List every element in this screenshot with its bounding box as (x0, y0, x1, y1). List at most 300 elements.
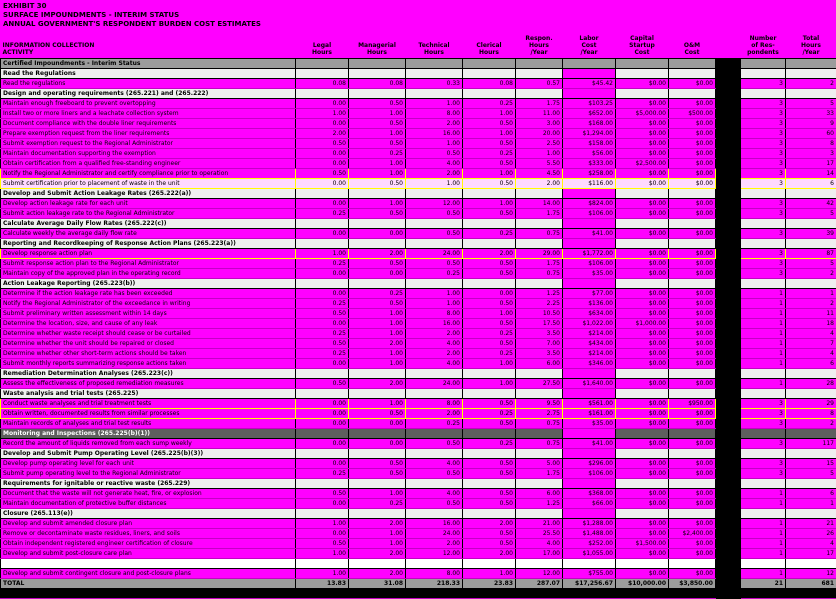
value-cell[interactable]: $0.00 (616, 549, 669, 559)
value-cell[interactable]: 1.00 (406, 299, 463, 309)
value-cell[interactable]: $0.00 (616, 259, 669, 269)
value-cell[interactable]: 0.50 (349, 299, 406, 309)
activity-label[interactable]: Assess the effectiveness of proposed remediation measures (1, 379, 296, 389)
value-cell[interactable]: 0.50 (463, 399, 516, 409)
value-cell[interactable]: 12.00 (406, 199, 463, 209)
value-cell[interactable]: 5 (786, 99, 836, 109)
value-cell[interactable]: 0.00 (349, 229, 406, 239)
value-cell[interactable]: 1.00 (349, 349, 406, 359)
value-cell[interactable]: $0.00 (669, 249, 716, 259)
value-cell[interactable]: 20.00 (516, 129, 563, 139)
value-cell[interactable]: $0.00 (616, 209, 669, 219)
activity-label[interactable]: Record the amount of liquids removed from each sump weekly (1, 439, 296, 449)
value-cell[interactable]: 0.00 (349, 439, 406, 449)
value-cell[interactable]: $0.00 (616, 439, 669, 449)
value-cell[interactable]: 3 (741, 259, 786, 269)
value-cell[interactable]: 17 (786, 159, 836, 169)
value-cell[interactable]: 2.50 (516, 139, 563, 149)
value-cell[interactable]: 0.50 (296, 139, 349, 149)
value-cell[interactable]: $106.00 (563, 259, 616, 269)
value-cell[interactable]: 5.50 (516, 159, 563, 169)
value-cell[interactable]: 0.00 (296, 439, 349, 449)
value-cell[interactable]: 4.00 (406, 339, 463, 349)
value-cell[interactable]: 9.50 (516, 399, 563, 409)
value-cell[interactable]: 0.25 (406, 269, 463, 279)
value-cell[interactable]: 4.00 (406, 359, 463, 369)
value-cell[interactable]: 0.50 (463, 339, 516, 349)
value-cell[interactable]: $0.00 (616, 289, 669, 299)
activity-label[interactable]: Notify the Regional Administrator of the exceedance in writing (1, 299, 296, 309)
activity-label[interactable]: Submit monthly reports summarizing response actions taken (1, 359, 296, 369)
value-cell[interactable]: 2.00 (406, 349, 463, 359)
value-cell[interactable]: 0.50 (463, 419, 516, 429)
value-cell[interactable]: 1.00 (406, 139, 463, 149)
value-cell[interactable]: $0.00 (616, 349, 669, 359)
value-cell[interactable]: $0.00 (669, 519, 716, 529)
value-cell[interactable]: 1.00 (516, 149, 563, 159)
value-cell[interactable]: $561.00 (563, 399, 616, 409)
value-cell[interactable]: $333.00 (563, 159, 616, 169)
value-cell[interactable]: 0.25 (296, 259, 349, 269)
value-cell[interactable]: 0.00 (296, 359, 349, 369)
value-cell[interactable]: $1,294.00 (563, 129, 616, 139)
value-cell[interactable]: 11 (786, 309, 836, 319)
value-cell[interactable]: $434.00 (563, 339, 616, 349)
value-cell[interactable]: 3 (741, 199, 786, 209)
value-cell[interactable]: $0.00 (669, 409, 716, 419)
value-cell[interactable]: 1 (786, 499, 836, 509)
activity-label[interactable]: Calculate weekly the average daily flow rate (1, 229, 296, 239)
value-cell[interactable]: 0.50 (463, 179, 516, 189)
value-cell[interactable]: $1,488.00 (563, 529, 616, 539)
value-cell[interactable]: 18 (786, 319, 836, 329)
value-cell[interactable]: 0.75 (516, 229, 563, 239)
value-cell[interactable]: 0.00 (296, 269, 349, 279)
value-cell[interactable]: 0.25 (349, 289, 406, 299)
value-cell[interactable]: $0.00 (616, 379, 669, 389)
value-cell[interactable]: 1.00 (349, 199, 406, 209)
value-cell[interactable]: 29.00 (516, 249, 563, 259)
value-cell[interactable]: 12.00 (516, 569, 563, 579)
value-cell[interactable]: 5 (786, 469, 836, 479)
value-cell[interactable]: 0.25 (296, 299, 349, 309)
value-cell[interactable]: 3 (741, 249, 786, 259)
value-cell[interactable]: 0.50 (463, 539, 516, 549)
value-cell[interactable]: $136.00 (563, 299, 616, 309)
value-cell[interactable]: $45.42 (563, 79, 616, 89)
value-cell[interactable]: 2.00 (406, 329, 463, 339)
value-cell[interactable]: 681 (786, 579, 836, 589)
value-cell[interactable]: $2,500.00 (616, 159, 669, 169)
value-cell[interactable]: $0.00 (616, 529, 669, 539)
value-cell[interactable]: 0.00 (296, 419, 349, 429)
value-cell[interactable]: $0.00 (616, 469, 669, 479)
activity-label[interactable]: Develop pump operating level for each unit (1, 459, 296, 469)
value-cell[interactable]: 0.00 (349, 419, 406, 429)
value-cell[interactable]: $0.00 (616, 519, 669, 529)
value-cell[interactable]: 0.50 (349, 259, 406, 269)
value-cell[interactable]: 2.00 (296, 129, 349, 139)
value-cell[interactable]: $106.00 (563, 469, 616, 479)
value-cell[interactable]: $0.00 (616, 139, 669, 149)
value-cell[interactable]: $0.00 (669, 339, 716, 349)
value-cell[interactable]: 0.00 (296, 409, 349, 419)
value-cell[interactable]: 2.25 (516, 299, 563, 309)
activity-label[interactable]: Maintain enough freeboard to prevent overtopping (1, 99, 296, 109)
value-cell[interactable]: $824.00 (563, 199, 616, 209)
value-cell[interactable]: 4 (786, 329, 836, 339)
value-cell[interactable]: 3 (741, 99, 786, 109)
value-cell[interactable]: 87 (786, 249, 836, 259)
value-cell[interactable]: 1.00 (406, 179, 463, 189)
value-cell[interactable]: 1 (741, 519, 786, 529)
value-cell[interactable]: $0.00 (669, 349, 716, 359)
value-cell[interactable]: 28 (786, 379, 836, 389)
activity-label[interactable]: Develop and submit contingent closure and post-closure plans (1, 569, 296, 579)
value-cell[interactable]: $0.00 (669, 379, 716, 389)
value-cell[interactable]: $0.00 (616, 269, 669, 279)
activity-label[interactable]: Obtain independent registered engineer certification of closure (1, 539, 296, 549)
value-cell[interactable]: 0.50 (406, 499, 463, 509)
value-cell[interactable]: 1.00 (349, 169, 406, 179)
value-cell[interactable]: $0.00 (669, 179, 716, 189)
value-cell[interactable]: 3 (741, 159, 786, 169)
value-cell[interactable]: 3 (741, 439, 786, 449)
value-cell[interactable]: 6 (786, 359, 836, 369)
value-cell[interactable]: 0.00 (296, 99, 349, 109)
activity-label[interactable]: Notify the Regional Administrator and certify compliance prior to operation (1, 169, 296, 179)
value-cell[interactable]: $0.00 (616, 79, 669, 89)
activity-label[interactable]: Maintain copy of the approved plan in the operating record (1, 269, 296, 279)
value-cell[interactable]: 0.25 (349, 499, 406, 509)
value-cell[interactable]: 1.00 (463, 359, 516, 369)
value-cell[interactable]: $0.00 (669, 149, 716, 159)
value-cell[interactable]: $0.00 (669, 329, 716, 339)
value-cell[interactable]: 0.25 (463, 329, 516, 339)
value-cell[interactable]: 8.00 (406, 569, 463, 579)
value-cell[interactable]: 0.25 (296, 469, 349, 479)
value-cell[interactable]: $296.00 (563, 459, 616, 469)
value-cell[interactable]: $17,256.67 (563, 579, 616, 589)
value-cell[interactable]: 0.50 (463, 459, 516, 469)
activity-label[interactable]: Develop action leakage rate for each unit (1, 199, 296, 209)
value-cell[interactable]: $3,850.00 (669, 579, 716, 589)
value-cell[interactable]: 0.50 (349, 119, 406, 129)
value-cell[interactable]: 31.08 (349, 579, 406, 589)
value-cell[interactable]: 4.00 (406, 159, 463, 169)
value-cell[interactable]: 2.00 (349, 519, 406, 529)
value-cell[interactable]: 1.75 (516, 259, 563, 269)
value-cell[interactable]: $103.25 (563, 99, 616, 109)
value-cell[interactable]: 1.00 (463, 569, 516, 579)
value-cell[interactable]: $346.00 (563, 359, 616, 369)
value-cell[interactable]: 1.75 (516, 469, 563, 479)
value-cell[interactable]: 1.00 (349, 489, 406, 499)
value-cell[interactable]: 0.00 (296, 199, 349, 209)
value-cell[interactable]: 0.50 (463, 489, 516, 499)
activity-label[interactable]: Document compliance with the double liner requirements (1, 119, 296, 129)
value-cell[interactable]: 0.50 (296, 309, 349, 319)
value-cell[interactable]: 1.00 (463, 199, 516, 209)
value-cell[interactable]: 0.50 (406, 439, 463, 449)
activity-label[interactable]: Determine whether the unit should be repaired or closed (1, 339, 296, 349)
activity-label[interactable]: Obtain certification from a qualified free-standing engineer (1, 159, 296, 169)
value-cell[interactable]: 0.25 (463, 439, 516, 449)
value-cell[interactable]: 2.00 (516, 179, 563, 189)
value-cell[interactable]: $368.00 (563, 489, 616, 499)
value-cell[interactable]: 0.25 (463, 409, 516, 419)
value-cell[interactable]: $0.00 (669, 309, 716, 319)
value-cell[interactable]: $0.00 (669, 79, 716, 89)
value-cell[interactable]: 5 (786, 259, 836, 269)
value-cell[interactable]: $116.00 (563, 179, 616, 189)
value-cell[interactable]: 3 (741, 179, 786, 189)
value-cell[interactable]: 2.00 (349, 249, 406, 259)
value-cell[interactable]: $1,288.00 (563, 519, 616, 529)
value-cell[interactable]: 1.00 (296, 549, 349, 559)
value-cell[interactable]: 1.00 (349, 399, 406, 409)
value-cell[interactable]: 0.50 (406, 229, 463, 239)
value-cell[interactable]: 21.00 (516, 519, 563, 529)
value-cell[interactable]: 0.75 (516, 439, 563, 449)
value-cell[interactable]: 2.00 (406, 409, 463, 419)
value-cell[interactable]: 0.00 (296, 499, 349, 509)
value-cell[interactable]: 0.00 (296, 319, 349, 329)
value-cell[interactable]: 1 (741, 549, 786, 559)
value-cell[interactable]: 1.00 (349, 109, 406, 119)
value-cell[interactable]: 0.50 (406, 149, 463, 159)
value-cell[interactable]: 0.00 (296, 399, 349, 409)
value-cell[interactable]: 0.50 (349, 99, 406, 109)
value-cell[interactable]: 6 (786, 489, 836, 499)
value-cell[interactable]: 2.00 (406, 539, 463, 549)
value-cell[interactable]: $35.00 (563, 269, 616, 279)
value-cell[interactable]: 0.25 (463, 99, 516, 109)
value-cell[interactable]: $161.00 (563, 409, 616, 419)
value-cell[interactable]: $0.00 (616, 409, 669, 419)
value-cell[interactable]: 0.00 (296, 529, 349, 539)
value-cell[interactable]: 3 (741, 469, 786, 479)
value-cell[interactable]: 0.57 (516, 79, 563, 89)
value-cell[interactable]: 0.00 (296, 229, 349, 239)
value-cell[interactable]: 1.00 (406, 289, 463, 299)
activity-label[interactable]: Remove or decontaminate waste residues, liners, and soils (1, 529, 296, 539)
value-cell[interactable]: $168.00 (563, 119, 616, 129)
value-cell[interactable]: $0.00 (616, 399, 669, 409)
value-cell[interactable]: 0.33 (406, 79, 463, 89)
value-cell[interactable]: 2 (786, 269, 836, 279)
value-cell[interactable]: 2.00 (349, 379, 406, 389)
value-cell[interactable]: $1,022.00 (563, 319, 616, 329)
value-cell[interactable]: 14 (786, 169, 836, 179)
value-cell[interactable]: $950.00 (669, 399, 716, 409)
value-cell[interactable]: 39 (786, 229, 836, 239)
value-cell[interactable]: 1 (741, 339, 786, 349)
value-cell[interactable]: 2.00 (406, 169, 463, 179)
value-cell[interactable]: 8.00 (406, 399, 463, 409)
value-cell[interactable]: 1 (741, 299, 786, 309)
value-cell[interactable]: $0.00 (616, 309, 669, 319)
value-cell[interactable]: 3 (741, 129, 786, 139)
activity-label[interactable]: Submit response action plan to the Regional Administrator (1, 259, 296, 269)
value-cell[interactable]: 3 (741, 399, 786, 409)
value-cell[interactable]: 0.50 (296, 169, 349, 179)
value-cell[interactable]: 0.50 (349, 409, 406, 419)
value-cell[interactable]: $0.00 (669, 169, 716, 179)
value-cell[interactable]: 5.00 (516, 459, 563, 469)
value-cell[interactable]: 0.50 (296, 539, 349, 549)
activity-label[interactable]: Prepare exemption request from the liner requirements (1, 129, 296, 139)
value-cell[interactable]: 7.00 (516, 339, 563, 349)
value-cell[interactable]: 1 (741, 289, 786, 299)
value-cell[interactable]: 15 (786, 459, 836, 469)
value-cell[interactable]: 0.00 (296, 159, 349, 169)
value-cell[interactable]: $158.00 (563, 139, 616, 149)
value-cell[interactable]: $0.00 (669, 539, 716, 549)
value-cell[interactable]: 8 (786, 409, 836, 419)
activity-label[interactable]: Submit certification prior to placement of waste in the unit (1, 179, 296, 189)
value-cell[interactable]: 60 (786, 129, 836, 139)
value-cell[interactable]: 8 (786, 139, 836, 149)
value-cell[interactable]: 1.00 (349, 529, 406, 539)
total-label[interactable]: TOTAL (1, 579, 296, 589)
value-cell[interactable]: 2.00 (349, 569, 406, 579)
value-cell[interactable]: 3 (741, 79, 786, 89)
value-cell[interactable]: 2 (786, 79, 836, 89)
value-cell[interactable]: 0.50 (296, 379, 349, 389)
value-cell[interactable]: 0.50 (406, 209, 463, 219)
value-cell[interactable]: 0.50 (463, 319, 516, 329)
value-cell[interactable]: $0.00 (616, 489, 669, 499)
value-cell[interactable]: $10,000.00 (616, 579, 669, 589)
value-cell[interactable]: $755.00 (563, 569, 616, 579)
activity-label[interactable]: Submit preliminary written assessment within 14 days (1, 309, 296, 319)
value-cell[interactable]: $106.00 (563, 209, 616, 219)
value-cell[interactable]: 0.25 (296, 349, 349, 359)
activity-label[interactable]: Develop and submit amended closure plan (1, 519, 296, 529)
value-cell[interactable]: 0.50 (349, 179, 406, 189)
value-cell[interactable]: 1 (741, 499, 786, 509)
value-cell[interactable]: 21 (786, 519, 836, 529)
value-cell[interactable]: 12 (786, 569, 836, 579)
value-cell[interactable]: $0.00 (669, 319, 716, 329)
value-cell[interactable]: $1,055.00 (563, 549, 616, 559)
value-cell[interactable]: 0.50 (406, 259, 463, 269)
value-cell[interactable]: $0.00 (669, 549, 716, 559)
value-cell[interactable]: 2.00 (463, 249, 516, 259)
value-cell[interactable]: 0.50 (463, 159, 516, 169)
value-cell[interactable]: 1.00 (296, 109, 349, 119)
value-cell[interactable]: 1 (741, 309, 786, 319)
value-cell[interactable]: 3 (741, 109, 786, 119)
activity-label[interactable]: Determine if the action leakage rate has been exceeded (1, 289, 296, 299)
value-cell[interactable]: 1.00 (296, 569, 349, 579)
value-cell[interactable]: 0.00 (463, 289, 516, 299)
value-cell[interactable]: 6 (786, 179, 836, 189)
value-cell[interactable]: $0.00 (669, 209, 716, 219)
value-cell[interactable]: 0.75 (516, 419, 563, 429)
value-cell[interactable]: $0.00 (616, 229, 669, 239)
value-cell[interactable]: 0.00 (296, 289, 349, 299)
value-cell[interactable]: $56.00 (563, 149, 616, 159)
value-cell[interactable]: 1.00 (463, 379, 516, 389)
value-cell[interactable]: 3 (741, 459, 786, 469)
value-cell[interactable]: 3 (741, 169, 786, 179)
value-cell[interactable]: $0.00 (616, 169, 669, 179)
value-cell[interactable]: $0.00 (669, 489, 716, 499)
value-cell[interactable]: 16.00 (406, 319, 463, 329)
value-cell[interactable]: $0.00 (669, 259, 716, 269)
activity-label[interactable]: Determine the location, size, and cause of any leak (1, 319, 296, 329)
value-cell[interactable]: 2.00 (349, 549, 406, 559)
value-cell[interactable]: $1,500.00 (616, 539, 669, 549)
value-cell[interactable]: $0.00 (669, 119, 716, 129)
value-cell[interactable]: 42 (786, 199, 836, 209)
value-cell[interactable]: 4.50 (516, 169, 563, 179)
value-cell[interactable]: 27.50 (516, 379, 563, 389)
value-cell[interactable]: 1.75 (516, 99, 563, 109)
value-cell[interactable]: $214.00 (563, 349, 616, 359)
value-cell[interactable]: 1.00 (349, 329, 406, 339)
value-cell[interactable]: 0.50 (463, 119, 516, 129)
value-cell[interactable]: 3 (741, 269, 786, 279)
activity-label[interactable]: Obtain written, documented results from similar processes (1, 409, 296, 419)
value-cell[interactable]: $0.00 (669, 469, 716, 479)
activity-label[interactable]: Develop response action plan (1, 249, 296, 259)
value-cell[interactable]: $0.00 (669, 229, 716, 239)
value-cell[interactable]: 13.83 (296, 579, 349, 589)
value-cell[interactable]: $0.00 (669, 499, 716, 509)
value-cell[interactable]: 9 (786, 119, 836, 129)
value-cell[interactable]: 1 (741, 379, 786, 389)
value-cell[interactable]: 1 (741, 349, 786, 359)
value-cell[interactable]: $0.00 (616, 119, 669, 129)
value-cell[interactable]: 6.00 (516, 359, 563, 369)
value-cell[interactable]: 1 (741, 529, 786, 539)
activity-label[interactable]: Submit action leakage rate to the Regional Administrator (1, 209, 296, 219)
value-cell[interactable]: $0.00 (669, 459, 716, 469)
value-cell[interactable]: 17 (786, 549, 836, 559)
value-cell[interactable]: $0.00 (669, 359, 716, 369)
activity-label[interactable]: Conduct waste analyses and trial treatment tests (1, 399, 296, 409)
value-cell[interactable]: $77.00 (563, 289, 616, 299)
value-cell[interactable]: 0.00 (296, 119, 349, 129)
value-cell[interactable]: 33 (786, 109, 836, 119)
value-cell[interactable]: 0.50 (463, 469, 516, 479)
activity-label[interactable]: Maintain documentation supporting the exemption (1, 149, 296, 159)
value-cell[interactable]: 0.50 (406, 469, 463, 479)
value-cell[interactable]: $634.00 (563, 309, 616, 319)
value-cell[interactable]: 2 (786, 419, 836, 429)
value-cell[interactable]: $0.00 (616, 249, 669, 259)
value-cell[interactable]: 0.50 (463, 259, 516, 269)
activity-label[interactable]: Read the regulations (1, 79, 296, 89)
value-cell[interactable]: 3 (741, 119, 786, 129)
value-cell[interactable]: $0.00 (616, 99, 669, 109)
value-cell[interactable]: $66.00 (563, 499, 616, 509)
activity-label[interactable]: Document that the waste will not generate heat, fire, or explosion (1, 489, 296, 499)
value-cell[interactable]: 0.25 (463, 349, 516, 359)
value-cell[interactable]: $0.00 (669, 419, 716, 429)
value-cell[interactable]: 17.00 (516, 549, 563, 559)
value-cell[interactable]: 24.00 (406, 529, 463, 539)
value-cell[interactable]: 1.00 (463, 109, 516, 119)
value-cell[interactable]: 0.50 (349, 139, 406, 149)
activity-label[interactable]: Determine whether other short-term actions should be taken (1, 349, 296, 359)
value-cell[interactable]: 0.50 (463, 139, 516, 149)
value-cell[interactable]: 1 (741, 539, 786, 549)
value-cell[interactable]: 3.50 (516, 329, 563, 339)
